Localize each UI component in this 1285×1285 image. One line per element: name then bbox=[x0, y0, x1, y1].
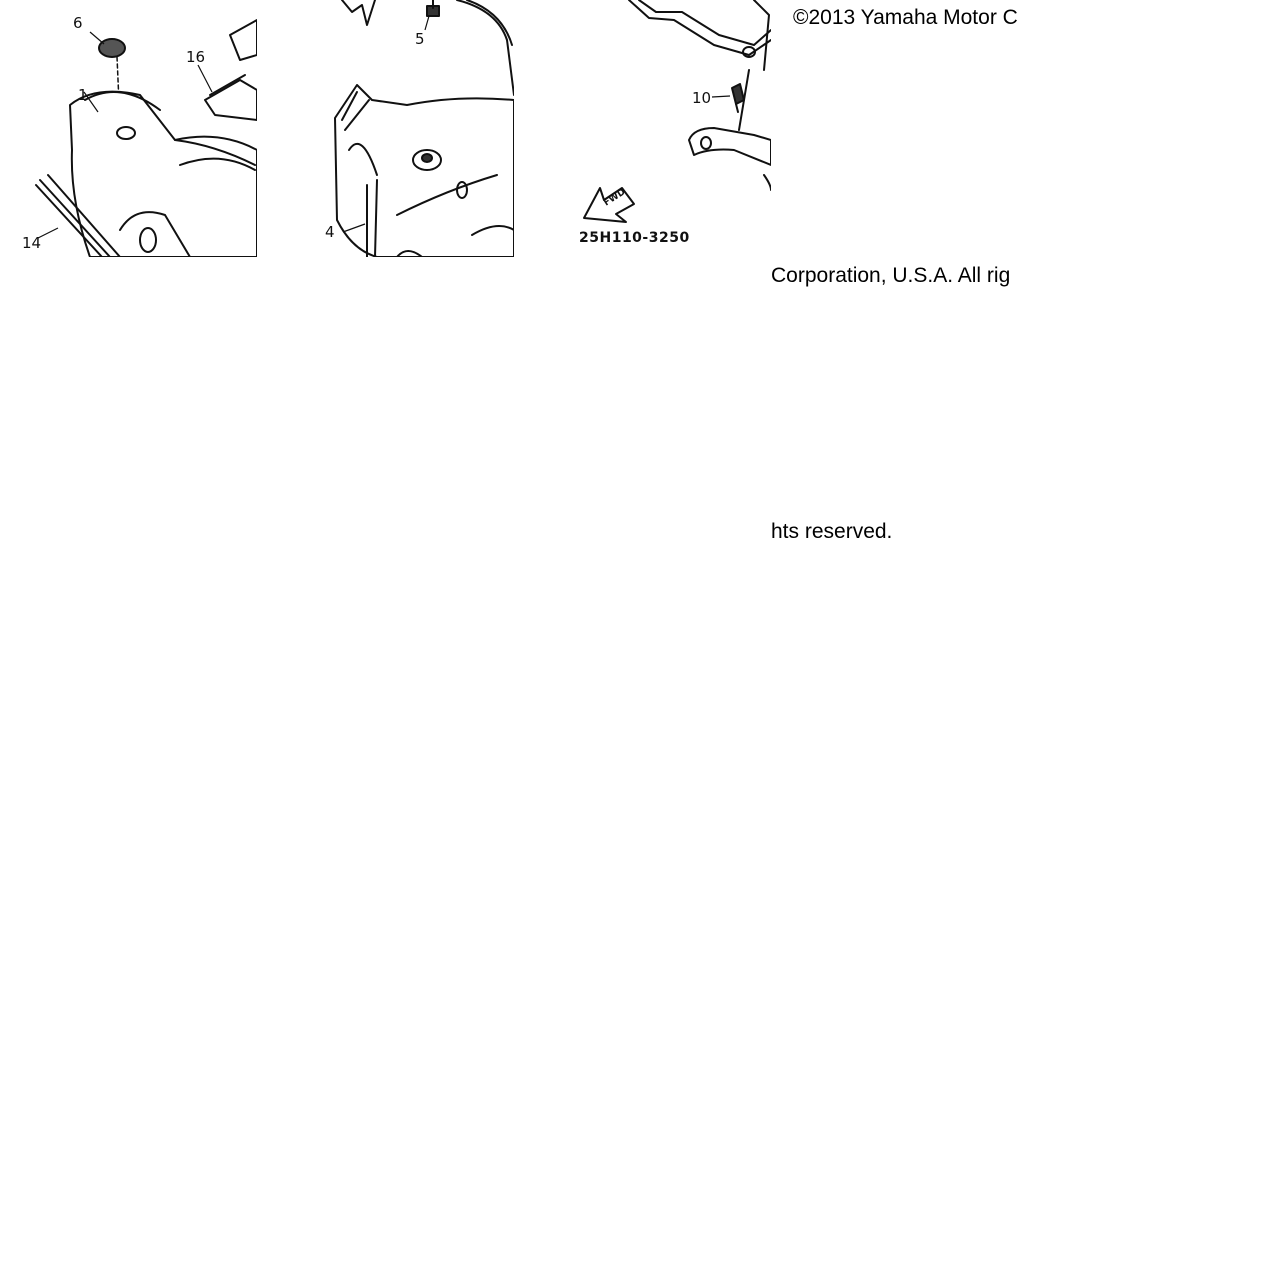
parts-drawing-3 bbox=[514, 0, 771, 257]
copyright-line-1: ©2013 Yamaha Motor C bbox=[793, 6, 1018, 29]
part-code: 25H110-3250 bbox=[579, 230, 690, 246]
callout-1: 1 bbox=[78, 86, 88, 104]
callout-5: 5 bbox=[415, 30, 425, 48]
diagram-tile-1 bbox=[0, 0, 257, 257]
callout-4: 4 bbox=[325, 223, 335, 241]
parts-drawing-1 bbox=[0, 0, 257, 257]
fwd-label: FWD bbox=[602, 187, 628, 209]
parts-drawing-2 bbox=[257, 0, 514, 257]
callout-6: 6 bbox=[73, 14, 83, 32]
callout-16: 16 bbox=[186, 48, 206, 66]
callout-14: 14 bbox=[22, 234, 42, 252]
copyright-line-3: hts reserved. bbox=[771, 520, 893, 543]
diagram-tile-3 bbox=[514, 0, 771, 257]
copyright-tile bbox=[771, 0, 1028, 544]
diagram-tile-2 bbox=[257, 0, 514, 257]
copyright-line-2: Corporation, U.S.A. All rig bbox=[771, 264, 1011, 287]
callout-10: 10 bbox=[692, 89, 712, 107]
